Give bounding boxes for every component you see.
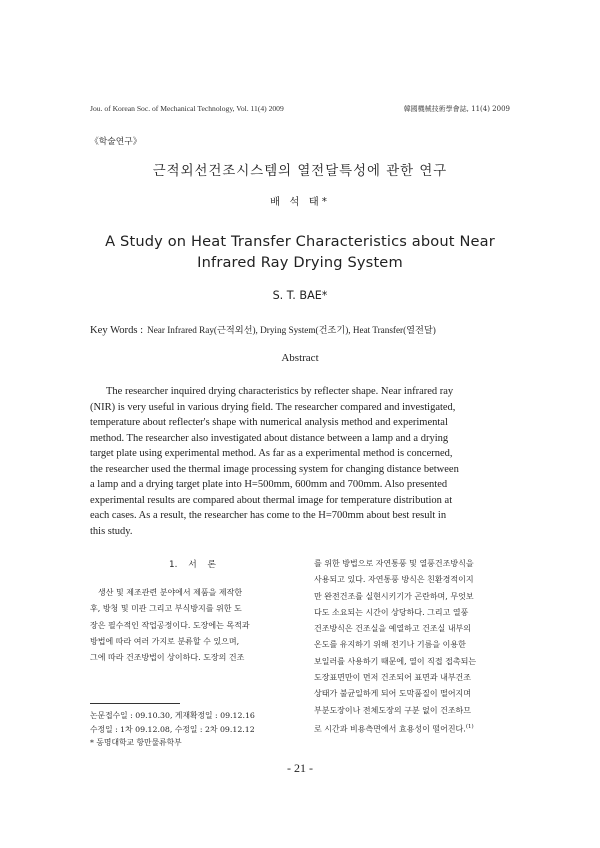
abstract-line: temperature about reflecter's shape with numerical analysis method and experimental xyxy=(90,417,448,428)
body-line: 부분도장이나 전체도장의 구분 없이 건조하므 xyxy=(314,705,472,715)
body-line: 그에 따라 건조방법이 상이하다. 도장의 건조 xyxy=(90,653,245,663)
abstract-line: method. The researcher also investigated about distance between a lamp and a drying xyxy=(90,432,449,444)
footnote-rule xyxy=(90,703,180,704)
body-line: 방법에 따라 여러 가지로 분류할 수 있으며, xyxy=(90,636,240,646)
body-line: 후, 방청 및 미관 그리고 부식방지를 위한 도 xyxy=(90,604,242,614)
keywords-label: Key Words : xyxy=(90,325,144,336)
english-title xyxy=(0,231,600,273)
journal-header-left: Jou. of Korean Soc. of Mechanical Technology, Vol. 11(4) 2009 xyxy=(90,104,284,113)
body-line: 로 시간과 비용측면에서 효용성이 떨어진다. xyxy=(314,724,466,734)
korean-author: 배 석 태* xyxy=(270,196,330,208)
body-left-column xyxy=(90,585,295,666)
abstract-line: experimental results are compared about thermal image for temperature distribution at xyxy=(90,494,453,506)
english-title-line-1: A Study on Heat Transfer Characteristics about Near xyxy=(105,233,495,250)
abstract-line: each cases. As a result, the researcher has come to the H=700mm about best result in xyxy=(90,510,447,521)
abstract-line: a lamp and a drying target plate into H=500mm, 600mm and 700mm. Also presented xyxy=(90,479,448,490)
abstract-line: this study. xyxy=(90,525,133,537)
body-line: 다도 소요되는 시간이 상당하다. 그리고 열풍 xyxy=(314,607,469,617)
category-label: 《학술연구》 xyxy=(90,137,142,147)
abstract-line: The researcher inquired drying characteristics by reflecter shape. Near infrared ray xyxy=(106,386,454,397)
body-line: 를 위한 방법으로 자연통풍 및 열풍건조방식을 xyxy=(314,559,474,568)
body-line: 보일러를 사용하기 때문에, 열이 직접 접촉되는 xyxy=(314,656,477,666)
body-line: 생산 및 제조관련 분야에서 제품을 제작한 xyxy=(98,588,243,597)
abstract-line: target plate using experimental method. As far as a experimental method is concerned, xyxy=(90,448,453,459)
body-line-last xyxy=(314,719,514,738)
body-line: 건조방식은 건조실을 예열하고 건조실 내부의 xyxy=(314,624,472,634)
footnotes xyxy=(90,709,255,750)
keywords xyxy=(90,322,436,336)
body-line: 장은 필수적인 작업공정이다. 도장에는 목적과 xyxy=(90,620,250,630)
abstract-line: (NIR) is very useful in various drying field. The researcher compared and investigated, xyxy=(90,401,456,413)
page-number: - 21 - xyxy=(287,761,313,775)
body-right-column xyxy=(314,556,514,738)
footnote-dates: 논문접수일 : 09.10.30, 게재확정일 : 09.12.16 xyxy=(90,711,255,720)
footnote-revisions: 수정일 : 1차 09.12.08, 수정일 : 2차 09.12.12 xyxy=(90,724,255,734)
section-heading: 1. 서 론 xyxy=(169,560,216,570)
body-line: 온도를 유지하기 위해 전기나 기름을 이용한 xyxy=(314,640,466,650)
body-line: 만 완전건조를 실현시키기가 곤란하며, 무엇보 xyxy=(314,591,474,601)
abstract-heading: Abstract xyxy=(281,352,319,364)
reference-marker: (1) xyxy=(465,723,474,730)
abstract-line: the researcher used the thermal image processing system for changing distance between xyxy=(90,463,459,475)
korean-title: 근적외선건조시스템의 열전달특성에 관한 연구 xyxy=(152,164,448,179)
body-line: 사용되고 있다. 자연통풍 방식은 친환경적이지 xyxy=(314,575,474,585)
abstract-body xyxy=(90,384,512,539)
body-line: 도장표면만이 먼저 건조되어 표면과 내부건조 xyxy=(314,673,472,683)
english-title-line-2: Infrared Ray Drying System xyxy=(197,254,403,271)
body-line: 상태가 불균일하게 되어 도막품질이 떨어지며 xyxy=(314,689,472,699)
journal-header-right: 韓國機械技術學會誌, 11(4) 2009 xyxy=(403,105,510,113)
keywords-text: Near Infrared Ray(근적외선), Drying System(건조기), Heat Transfer(열전달) xyxy=(147,325,436,335)
footnote-affiliation: * 동명대학교 항만물류학부 xyxy=(90,738,182,748)
english-author: S. T. BAE* xyxy=(272,289,328,302)
